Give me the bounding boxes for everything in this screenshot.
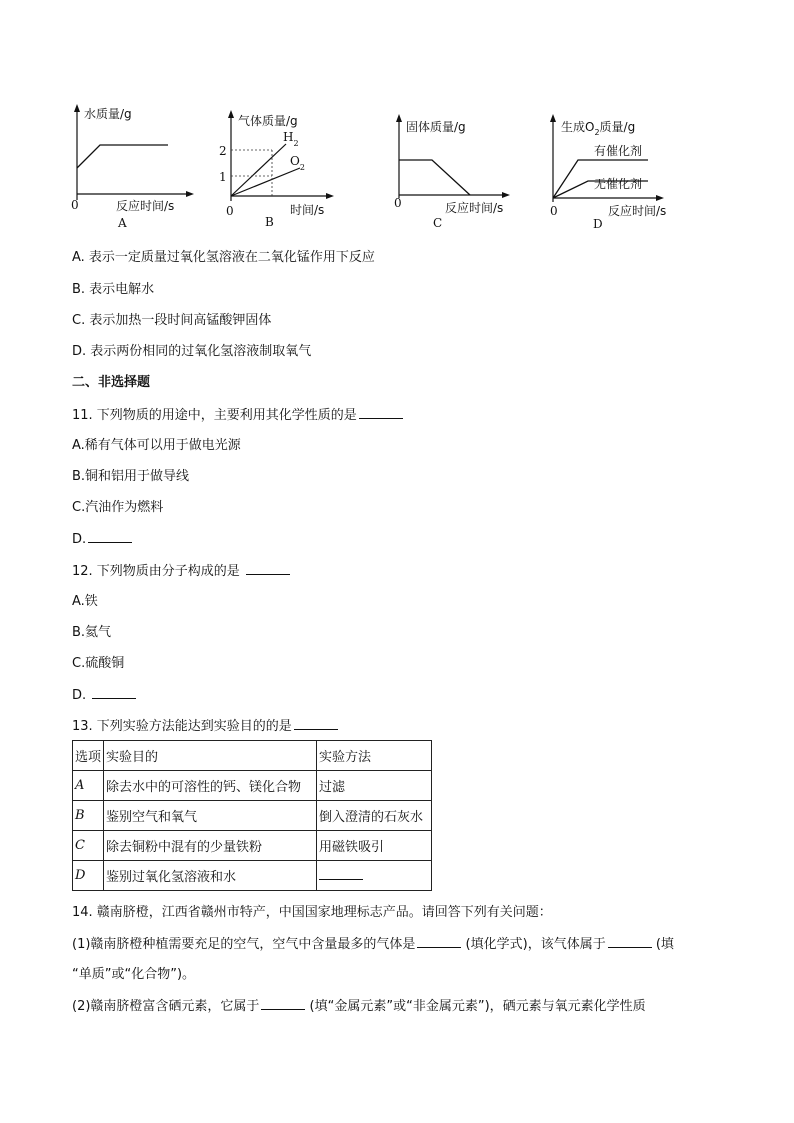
q13-header-method: 实验方法 — [317, 741, 432, 771]
q13-row-a-purpose: 除去水中的可溶性的钙、镁化合物 — [104, 771, 317, 801]
graph-d-xlabel: 反应时间/s — [608, 204, 667, 218]
graph-c-xlabel: 反应时间/s — [445, 201, 504, 215]
graph-c-svg — [382, 110, 522, 232]
graph-a-ylabel: 水质量/g — [84, 107, 132, 121]
q12-option-a: A.铁 — [72, 594, 98, 609]
graph-d-ylabel — [561, 119, 635, 137]
q14-part1-blank-2 — [608, 935, 652, 948]
graph-a-xlabel: 反应时间/s — [116, 199, 175, 213]
q12-option-c: C.硫酸铜 — [72, 656, 125, 671]
q13-row-d-method-blank — [319, 867, 363, 880]
q11-option-d-blank — [88, 530, 132, 543]
q13-row-b-method: 倒入澄清的石灰水 — [317, 801, 432, 831]
q14-part1-text-a: (1)赣南脐橙种植需要充足的空气，空气中含量最多的气体是 — [72, 937, 416, 952]
graph-d-curve-catalyst: 有催化剂 — [594, 144, 643, 158]
q13-row-b-purpose: 鉴别空气和氧气 — [104, 801, 317, 831]
q13-stem — [72, 717, 338, 736]
q12-stem — [72, 562, 290, 581]
graph-b-xlabel: 时间/s — [290, 203, 325, 217]
graph-c — [382, 110, 522, 232]
graph-b-svg — [214, 108, 344, 232]
q13-stem-text: 13. 下列实验方法能达到实验目的的是 — [72, 719, 292, 734]
graph-a-letter: A — [118, 216, 127, 230]
q13-header-purpose: 实验目的 — [104, 741, 317, 771]
graph-b-o2-sub: 2 — [299, 163, 305, 172]
q11-blank — [359, 406, 403, 419]
q13-table — [72, 740, 432, 891]
graph-b-h2-text: H — [283, 130, 294, 144]
q11-option-d-text: D. — [72, 532, 87, 547]
graph-d-ylabel-pre: 生成O — [561, 120, 595, 134]
graph-d-ylabel-post: 质量/g — [599, 120, 636, 134]
graph-d-curve-no-catalyst: 无催化剂 — [594, 177, 643, 191]
q13-blank — [294, 717, 338, 730]
q13-table-row — [73, 861, 432, 891]
q13-table-header — [73, 741, 432, 771]
q13-row-d-purpose: 鉴别过氧化氢溶液和水 — [104, 861, 317, 891]
q11-stem-text: 11. 下列物质的用途中，主要利用其化学性质的是 — [72, 408, 357, 423]
q13-row-a-option: A — [73, 771, 104, 801]
graph-option-b: B. 表示电解水 — [72, 282, 155, 297]
q14-part2-blank — [261, 997, 305, 1010]
graph-b-o2-text: O — [290, 154, 300, 168]
graph-a-svg — [60, 100, 200, 232]
q14-part1-cont: “单质”或“化合物”)。 — [72, 967, 196, 982]
q12-option-b: B.氦气 — [72, 625, 112, 640]
q13-table-row — [73, 831, 432, 861]
q13-row-c-option: C — [73, 831, 104, 861]
graph-c-ylabel: 固体质量/g — [406, 120, 466, 134]
graph-b-h2-sub: 2 — [293, 139, 299, 148]
q12-option-d-blank — [92, 686, 136, 699]
q14-part1-blank-1 — [417, 935, 461, 948]
graph-b-tick-1: 1 — [219, 170, 227, 184]
graph-d — [536, 110, 686, 234]
q14-part1-text-b: (填化学式)，该气体属于 — [461, 937, 606, 952]
graph-d-svg — [536, 110, 686, 234]
q11-stem — [72, 406, 403, 425]
graph-d-letter: D — [593, 217, 603, 231]
q13-row-c-purpose: 除去铜粉中混有的少量铁粉 — [104, 831, 317, 861]
graph-d-origin: 0 — [550, 204, 558, 218]
q12-option-d — [72, 686, 136, 705]
q11-option-d — [72, 530, 132, 549]
graph-option-d: D. 表示两份相同的过氧化氢溶液制取氧气 — [72, 344, 312, 359]
q14-part2-text-b: (填“金属元素”或“非金属元素”)，硒元素与氧元素化学性质 — [305, 999, 646, 1014]
graph-d-ylabel-sub: 2 — [594, 128, 600, 137]
graph-option-a: A. 表示一定质量过氧化氢溶液在二氧化锰作用下反应 — [72, 250, 375, 265]
graph-a — [60, 100, 200, 232]
q13-table-row — [73, 771, 432, 801]
q13-header-option: 选项 — [73, 741, 104, 771]
graph-b-origin: 0 — [226, 204, 234, 218]
q14-part2-text-a: (2)赣南脐橙富含硒元素，它属于 — [72, 999, 260, 1014]
q13-row-b-option: B — [73, 801, 104, 831]
q12-blank — [246, 562, 290, 575]
q13-row-a-method: 过滤 — [317, 771, 432, 801]
q14-part1-text-c: (填 — [651, 937, 674, 952]
q14-stem: 14. 赣南脐橙，江西省赣州市特产，中国国家地理标志产品。请回答下列有关问题： — [72, 905, 552, 920]
q13-row-c-method: 用磁铁吸引 — [317, 831, 432, 861]
graph-b — [214, 108, 344, 232]
q13-row-d-option: D — [73, 861, 104, 891]
graph-b-tick-2: 2 — [219, 144, 227, 158]
q11-option-a: A.稀有气体可以用于做电光源 — [72, 438, 241, 453]
q12-option-d-text: D. — [72, 688, 91, 703]
q14-part1 — [72, 935, 674, 954]
q14-part2 — [72, 997, 646, 1016]
q13-table-row — [73, 801, 432, 831]
q12-stem-text: 12. 下列物质由分子构成的是 — [72, 564, 244, 579]
q13-row-d-method — [317, 861, 432, 891]
q11-option-c: C.汽油作为燃料 — [72, 500, 164, 515]
graph-a-origin: 0 — [71, 198, 79, 212]
q11-option-b: B.铜和铝用于做导线 — [72, 469, 190, 484]
graph-c-letter: C — [433, 216, 443, 230]
section-heading: 二、非选择题 — [72, 375, 151, 390]
graph-option-c: C. 表示加热一段时间高锰酸钾固体 — [72, 313, 272, 328]
graph-c-origin: 0 — [394, 196, 402, 210]
graph-b-ylabel: 气体质量/g — [238, 114, 298, 128]
graph-b-letter: B — [265, 215, 274, 229]
